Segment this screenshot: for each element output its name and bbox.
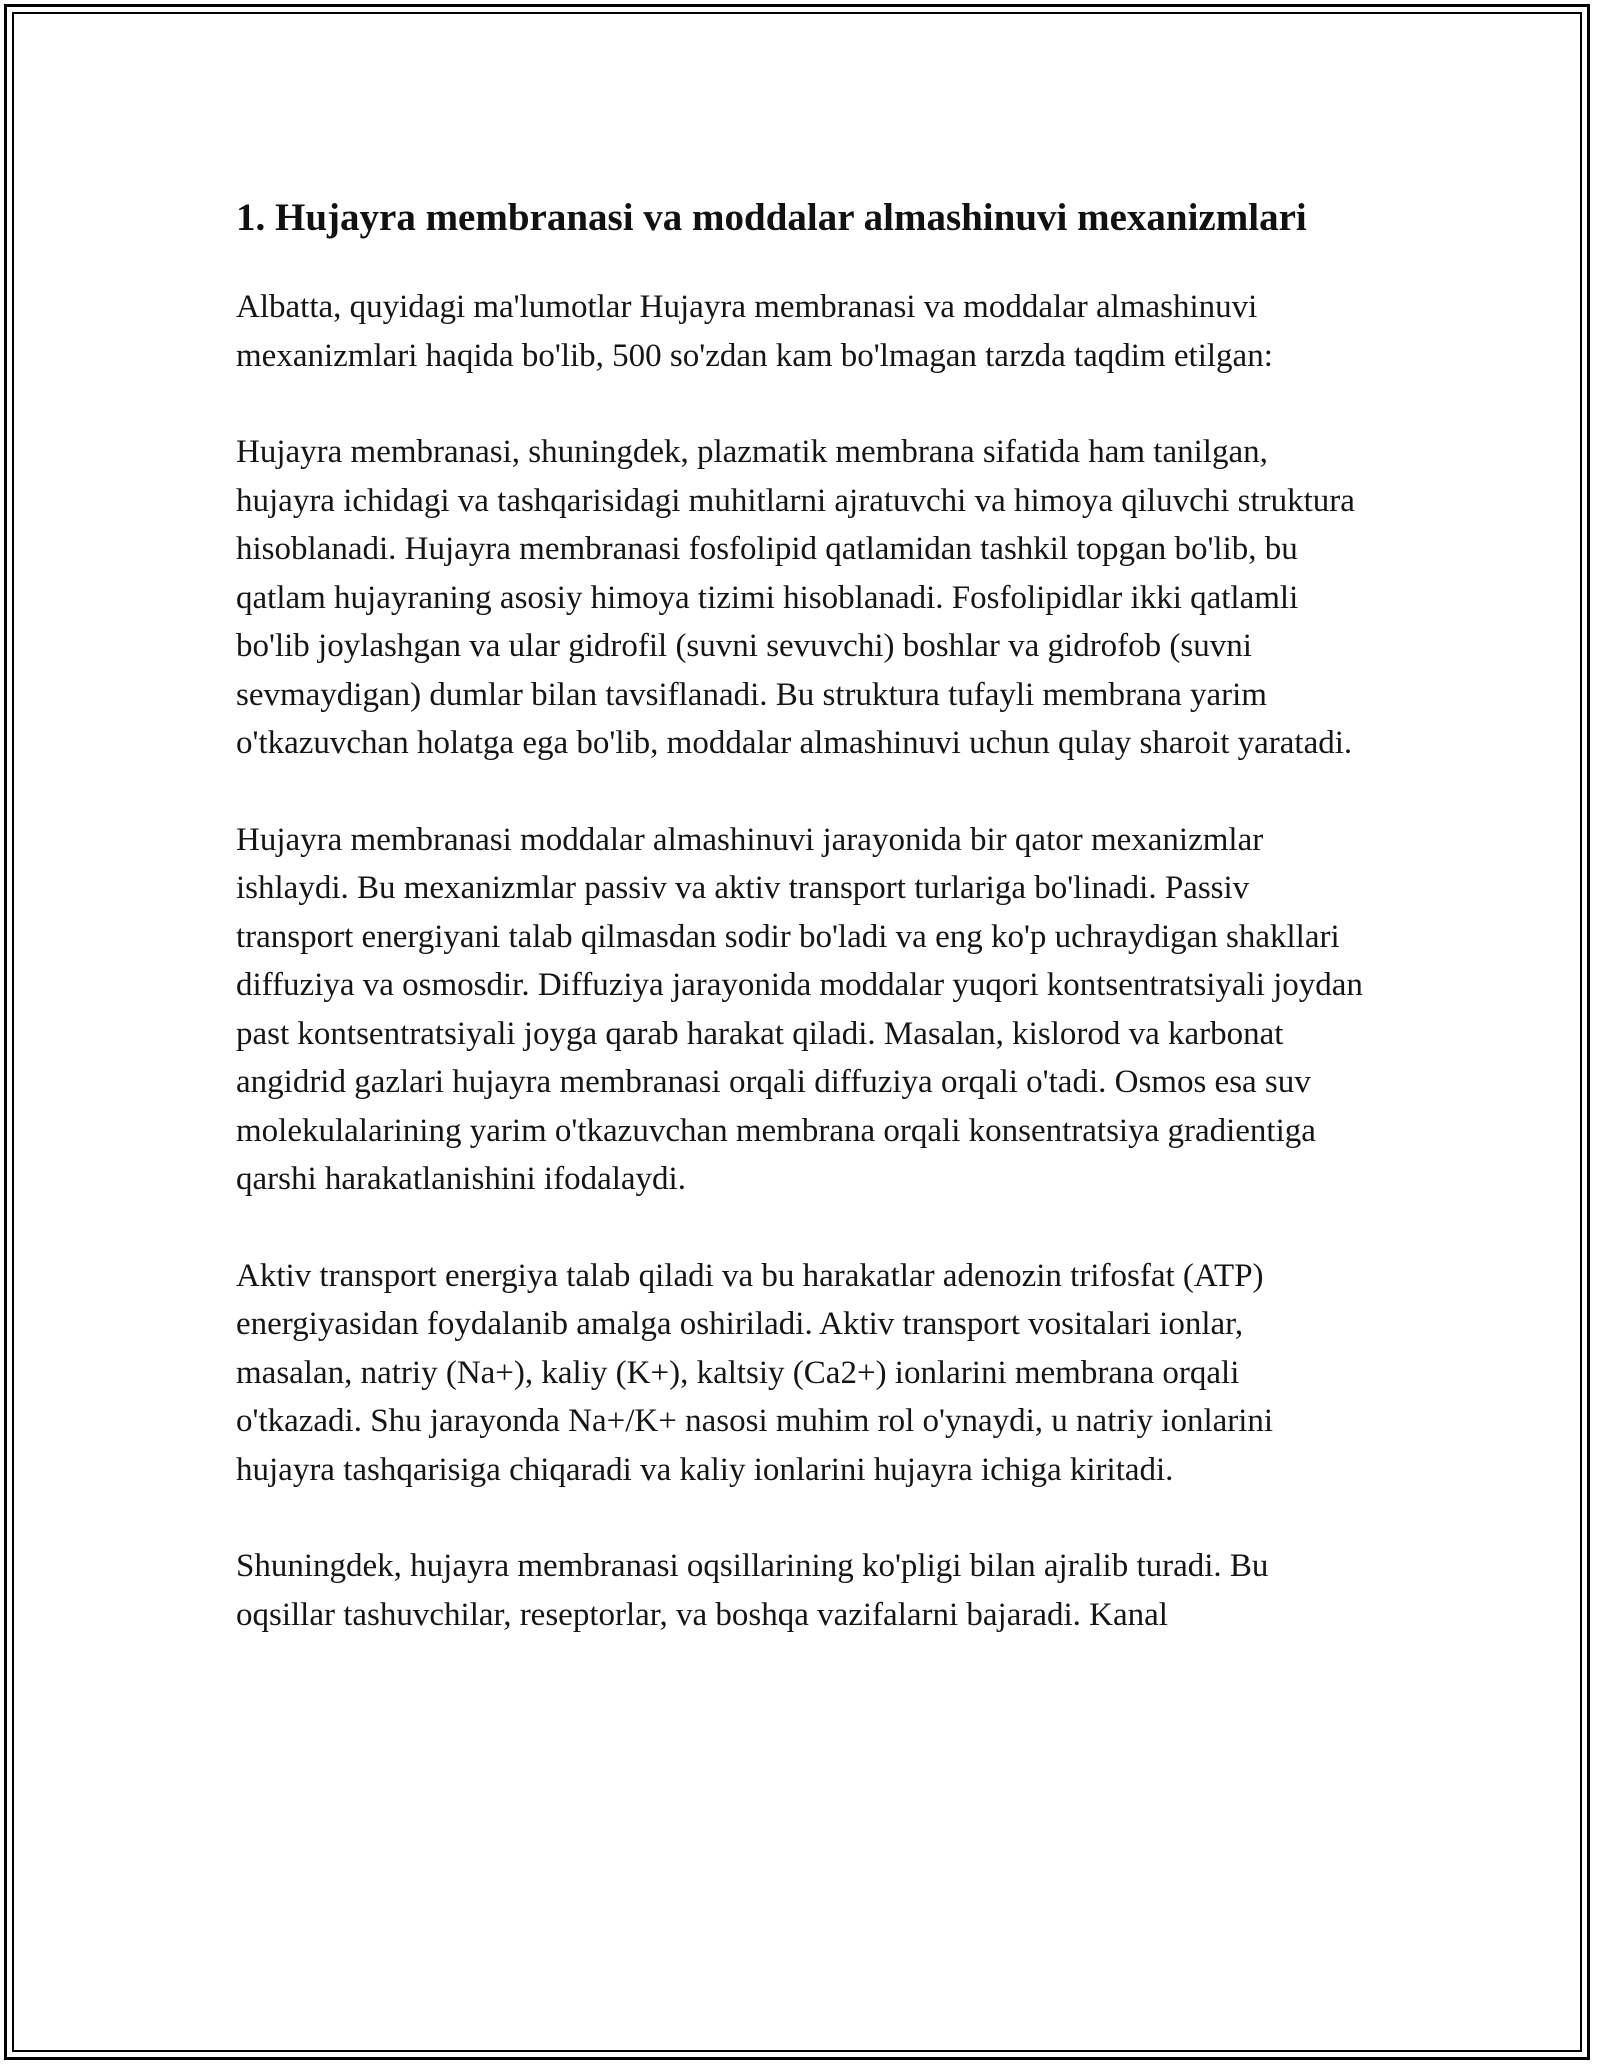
paragraph-membrane-structure: Hujayra membranasi, shuningdek, plazmatik membrana sifatida ham tanilgan, hujayra ichidagi va tashqarisidagi muhitlarni ajratuvchi va himoya qiluvchi struktura hisoblanadi. Hujayra membranasi fosfolipid qatlamidan tashkil topgan bo'lib, bu qatlam hujayraning asosiy himoya tizimi hisoblanadi. Fosfolipidlar ikki qatlamli bo'lib joylashgan va ular gidrofil (suvni sevuvchi) boshlar va gidrofob (suvni sevmaydigan) dumlar bilan tavsiflanadi. Bu struktura tufayli membrana yarim o'tkazuvchan holatga ega bo'lib, moddalar almashinuvi uchun qulay sharoit yaratadi.	[236, 434, 1355, 761]
paragraph-intro: Albatta, quyidagi ma'lumotlar Hujayra membranasi va moddalar almashinuvi mexanizmlari haqida bo'lib, 500 so'zdan kam bo'lmagan tarzda taqdim etilgan:	[236, 289, 1273, 374]
document-title: 1. Hujayra membranasi va moddalar almashinuvi mexanizmlari	[236, 196, 1307, 239]
paragraph-membrane-proteins: Shuningdek, hujayra membranasi oqsillarining ko'pligi bilan ajralib turadi. Bu oqsillar tashuvchilar, reseptorlar, va boshqa vazifalarni bajaradi. Kanal	[236, 1548, 1269, 1633]
document-body	[236, 190, 1366, 1687]
paragraph-passive-transport: Hujayra membranasi moddalar almashinuvi jarayonida bir qator mexanizmlar ishlaydi. Bu mexanizmlar passiv va aktiv transport turlariga bo'linadi. Passiv transport energiyani talab qilmasdan sodir bo'ladi va eng ko'p uchraydigan shakllari diffuziya va osmosdir. Diffuziya jarayonida moddalar yuqori kontsentratsiyali joydan past kontsentratsiyali joyga qarab harakat qiladi. Masalan, kislorod va karbonat angidrid gazlari hujayra membranasi orqali diffuziya orqali o'tadi. Osmos esa suv molekulalarining yarim o'tkazuvchan membrana orqali konsentratsiya gradientiga qarshi harakatlanishini ifodalaydi.	[236, 821, 1363, 1197]
paragraph-active-transport: Aktiv transport energiya talab qiladi va bu harakatlar adenozin trifosfat (ATP) energiyasidan foydalanib amalga oshiriladi. Aktiv transport vositalari ionlar, masalan, natriy (Na+), kaliy (K+), kaltsiy (Ca2+) ionlarini membrana orqali o'tkazadi. Shu jarayonda Na+/K+ nasosi muhim rol o'ynaydi, u natriy ionlarini hujayra tashqarisiga chiqaradi va kaliy ionlarini hujayra ichiga kiritadi.	[236, 1257, 1274, 1488]
